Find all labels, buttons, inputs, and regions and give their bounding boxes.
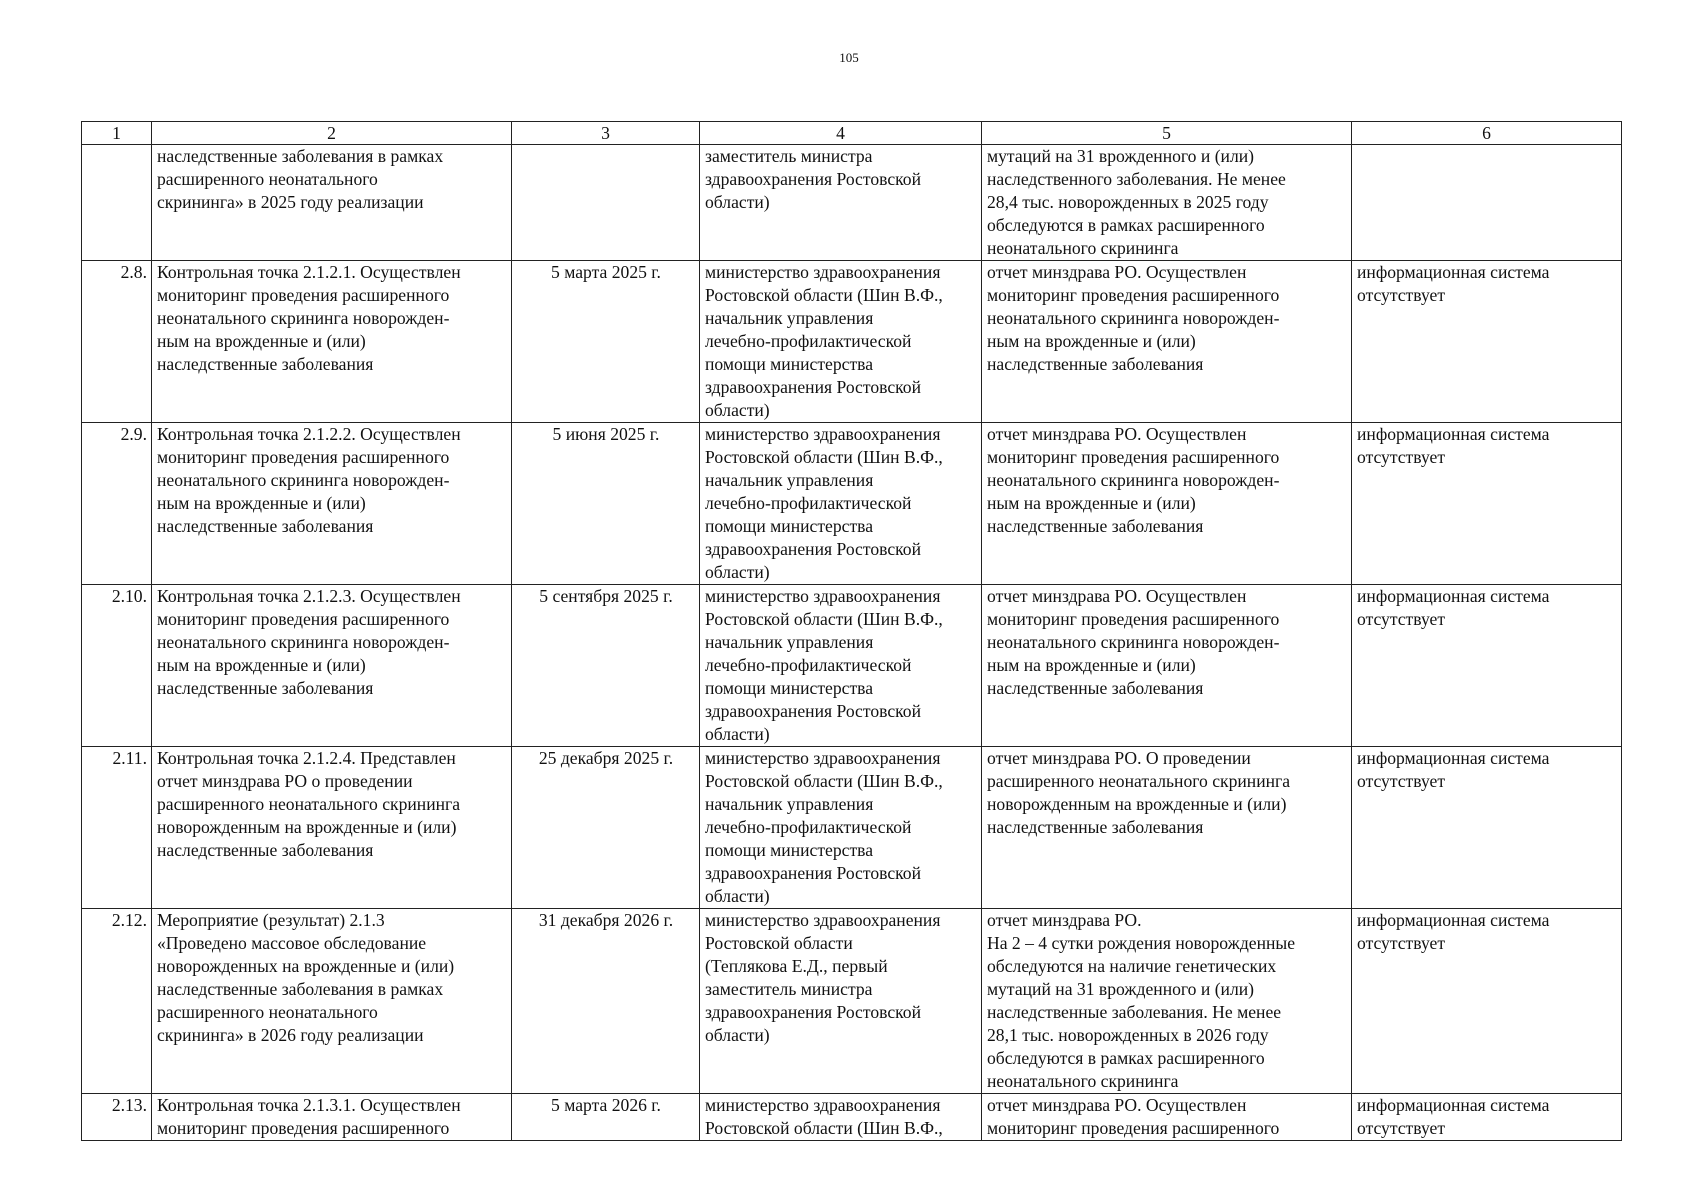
column-header: 1 [82,122,152,145]
result-description: отчет минздрава РО. Осуществлен мониторинг проведения расширенного неонатального скрининга новорожден- ным на врожденные и (или) наследственные заболевания [982,585,1352,747]
event-name: Контрольная точка 2.1.3.1. Осуществлен мониторинг проведения расширенного [152,1094,512,1141]
column-header: 2 [152,122,512,145]
row-number: 2.9. [82,423,152,585]
event-name: Контрольная точка 2.1.2.1. Осуществлен мониторинг проведения расширенного неонатального скрининга новорожден- ным на врожденные и (или) наследственные заболевания [152,261,512,423]
deadline-date: 5 марта 2025 г. [512,261,700,423]
row-number: 2.11. [82,747,152,909]
information-system: информационная система отсутствует [1352,423,1622,585]
row-number: 2.13. [82,1094,152,1141]
deadline-date [512,145,700,261]
information-system [1352,145,1622,261]
table-row [82,1094,1622,1141]
event-name: наследственные заболевания в рамках расширенного неонатального скрининга» в 2025 году реализации [152,145,512,261]
responsible-party: министерство здравоохранения Ростовской области (Теплякова Е.Д., первый заместитель министра здравоохранения Ростовской области) [700,909,982,1094]
responsible-party: министерство здравоохранения Ростовской области (Шин В.Ф., начальник управления лечебно-профилактической помощи министерства здравоохранения Ростовской области) [700,423,982,585]
row-number: 2.8. [82,261,152,423]
table-row [82,747,1622,909]
column-header: 6 [1352,122,1622,145]
result-description: отчет минздрава РО. Осуществлен мониторинг проведения расширенного неонатального скрининга новорожден- ным на врожденные и (или) наследственные заболевания [982,261,1352,423]
header-row [82,122,1622,145]
document-table [81,121,1622,1141]
event-name: Контрольная точка 2.1.2.2. Осуществлен мониторинг проведения расширенного неонатального скрининга новорожден- ным на врожденные и (или) наследственные заболевания [152,423,512,585]
responsible-party: министерство здравоохранения Ростовской области (Шин В.Ф., начальник управления лечебно-профилактической помощи министерства здравоохранения Ростовской области) [700,747,982,909]
table-row [82,423,1622,585]
result-description: мутаций на 31 врожденного и (или) наследственного заболевания. Не менее 28,4 тыс. новорожденных в 2025 году обследуются в рамках расширенного неонатального скрининга [982,145,1352,261]
event-name: Мероприятие (результат) 2.1.3 «Проведено массовое обследование новорожденных на врожденные и (или) наследственные заболевания в рамках расширенного неонатального скрининга» в 2026 году реализации [152,909,512,1094]
information-system: информационная система отсутствует [1352,261,1622,423]
result-description: отчет минздрава РО. О проведении расширенного неонатального скрининга новорожденным на врожденные и (или) наследственные заболевания [982,747,1352,909]
result-description: отчет минздрава РО. На 2 – 4 сутки рождения новорожденные обследуются на наличие генетических мутаций на 31 врожденного и (или) наследственные заболевания. Не менее 28,1 тыс. новорожденных в 2026 году обследуются в рамках расширенного неонатального скрининга [982,909,1352,1094]
responsible-party: министерство здравоохранения Ростовской области (Шин В.Ф., начальник управления лечебно-профилактической помощи министерства здравоохранения Ростовской области) [700,585,982,747]
row-number: 2.10. [82,585,152,747]
deadline-date: 5 марта 2026 г. [512,1094,700,1141]
deadline-date: 25 декабря 2025 г. [512,747,700,909]
event-name: Контрольная точка 2.1.2.3. Осуществлен мониторинг проведения расширенного неонатального скрининга новорожден- ным на врожденные и (или) наследственные заболевания [152,585,512,747]
page-number: 105 [839,50,859,65]
column-header: 4 [700,122,982,145]
responsible-party: заместитель министра здравоохранения Ростовской области) [700,145,982,261]
responsible-party: министерство здравоохранения Ростовской области (Шин В.Ф., [700,1094,982,1141]
information-system: информационная система отсутствует [1352,909,1622,1094]
table-row [82,585,1622,747]
deadline-date: 5 сентября 2025 г. [512,585,700,747]
column-header: 3 [512,122,700,145]
information-system: информационная система отсутствует [1352,1094,1622,1141]
information-system: информационная система отсутствует [1352,747,1622,909]
deadline-date: 31 декабря 2026 г. [512,909,700,1094]
event-name: Контрольная точка 2.1.2.4. Представлен отчет минздрава РО о проведении расширенного неонатального скрининга новорожденным на врожденные и (или) наследственные заболевания [152,747,512,909]
deadline-date: 5 июня 2025 г. [512,423,700,585]
information-system: информационная система отсутствует [1352,585,1622,747]
result-description: отчет минздрава РО. Осуществлен мониторинг проведения расширенного [982,1094,1352,1141]
table-row [82,145,1622,261]
table-row [82,909,1622,1094]
result-description: отчет минздрава РО. Осуществлен мониторинг проведения расширенного неонатального скрининга новорожден- ным на врожденные и (или) наследственные заболевания [982,423,1352,585]
column-header: 5 [982,122,1352,145]
table-row [82,261,1622,423]
row-number [82,145,152,261]
responsible-party: министерство здравоохранения Ростовской области (Шин В.Ф., начальник управления лечебно-профилактической помощи министерства здравоохранения Ростовской области) [700,261,982,423]
row-number: 2.12. [82,909,152,1094]
